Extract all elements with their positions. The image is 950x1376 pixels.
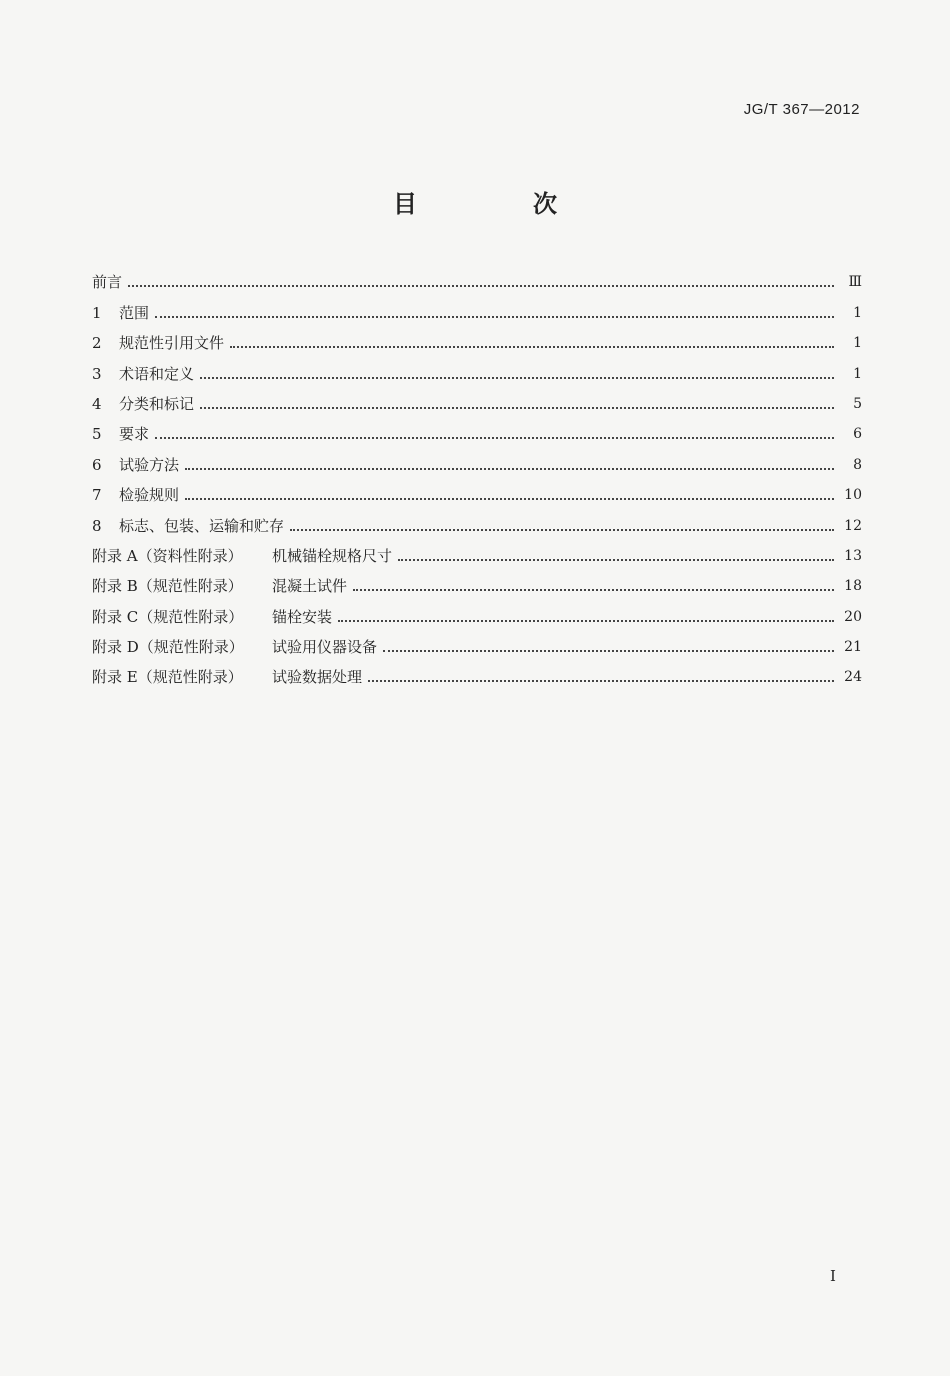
toc-page-number: 12 bbox=[844, 517, 862, 534]
toc-entry[interactable] bbox=[92, 475, 862, 505]
toc-number: 8 bbox=[92, 516, 102, 535]
toc-page-number: 1 bbox=[853, 304, 862, 321]
toc-entry[interactable] bbox=[92, 384, 862, 414]
toc-label: 分类和标记 bbox=[119, 394, 195, 413]
annex-title: 试验数据处理 bbox=[272, 668, 363, 687]
annex-title: 锚栓安装 bbox=[272, 607, 333, 626]
annex-prefix: 附录 E（规范性附录） bbox=[92, 668, 243, 687]
toc-annex-entry[interactable] bbox=[92, 536, 862, 566]
annex-prefix: 附录 C（规范性附录） bbox=[92, 607, 244, 626]
leader-dots bbox=[290, 528, 834, 531]
toc-entry[interactable] bbox=[92, 292, 862, 322]
leader-dots bbox=[383, 649, 834, 652]
toc-entry[interactable] bbox=[92, 444, 862, 474]
toc-entry[interactable] bbox=[92, 505, 862, 535]
toc-entry[interactable] bbox=[92, 414, 862, 444]
toc-page-number: 24 bbox=[844, 669, 862, 686]
leader-dots bbox=[353, 588, 834, 591]
toc-number: 6 bbox=[92, 455, 102, 474]
toc-number: 5 bbox=[92, 425, 102, 444]
toc-annex-entry[interactable] bbox=[92, 657, 862, 687]
toc-page-number: 20 bbox=[844, 608, 862, 625]
standard-code: JG/T 367—2012 bbox=[743, 101, 860, 118]
toc-page-number: Ⅲ bbox=[848, 274, 862, 291]
leader-dots bbox=[200, 406, 834, 409]
toc-number: 1 bbox=[92, 303, 102, 322]
toc-annex-entry[interactable] bbox=[92, 566, 862, 596]
page-folio: Ⅰ bbox=[830, 1267, 836, 1285]
annex-prefix: 附录 D（规范性附录） bbox=[92, 638, 244, 657]
toc-page-number: 6 bbox=[853, 426, 862, 443]
toc-entry[interactable] bbox=[92, 323, 862, 353]
toc-label: 检验规则 bbox=[119, 486, 180, 505]
leader-dots bbox=[155, 315, 834, 318]
toc-annex-entry[interactable] bbox=[92, 596, 862, 626]
toc-label: 前言 bbox=[92, 273, 123, 292]
toc-label: 范围 bbox=[119, 303, 150, 322]
toc-page-number: 13 bbox=[844, 547, 862, 564]
annex-prefix: 附录 B（规范性附录） bbox=[92, 577, 243, 596]
annex-prefix: 附录 A（资料性附录） bbox=[92, 546, 243, 565]
toc-label: 要求 bbox=[119, 425, 150, 444]
toc-number: 3 bbox=[92, 364, 102, 383]
leader-dots bbox=[338, 619, 834, 622]
leader-dots bbox=[128, 284, 834, 287]
leader-dots bbox=[185, 497, 834, 500]
leader-dots bbox=[155, 436, 834, 439]
toc-label: 术语和定义 bbox=[119, 364, 195, 383]
toc-number: 4 bbox=[92, 394, 102, 413]
toc-page-number: 1 bbox=[853, 365, 862, 382]
toc-entry[interactable] bbox=[92, 262, 862, 292]
toc-number: 7 bbox=[92, 486, 102, 505]
toc-page-number: 5 bbox=[853, 395, 862, 412]
annex-title: 混凝土试件 bbox=[272, 577, 348, 596]
toc-entry[interactable] bbox=[92, 353, 862, 383]
leader-dots bbox=[185, 467, 834, 470]
page-title: 目 次 bbox=[393, 190, 603, 218]
toc-annex-entry[interactable] bbox=[92, 627, 862, 657]
toc-page-number: 18 bbox=[844, 578, 862, 595]
leader-dots bbox=[398, 558, 834, 561]
annex-title: 试验用仪器设备 bbox=[272, 638, 378, 657]
toc-label: 规范性引用文件 bbox=[119, 334, 225, 353]
toc-number: 2 bbox=[92, 334, 102, 353]
toc-page-number: 10 bbox=[844, 487, 862, 504]
toc-page-number: 21 bbox=[844, 639, 862, 656]
leader-dots bbox=[368, 679, 834, 682]
leader-dots bbox=[200, 376, 834, 379]
table-of-contents bbox=[92, 262, 862, 687]
annex-title: 机械锚栓规格尺寸 bbox=[272, 546, 393, 565]
leader-dots bbox=[230, 345, 834, 348]
toc-page-number: 1 bbox=[853, 335, 862, 352]
toc-label: 标志、包装、运输和贮存 bbox=[119, 516, 285, 535]
toc-page-number: 8 bbox=[853, 456, 862, 473]
toc-label: 试验方法 bbox=[119, 455, 180, 474]
